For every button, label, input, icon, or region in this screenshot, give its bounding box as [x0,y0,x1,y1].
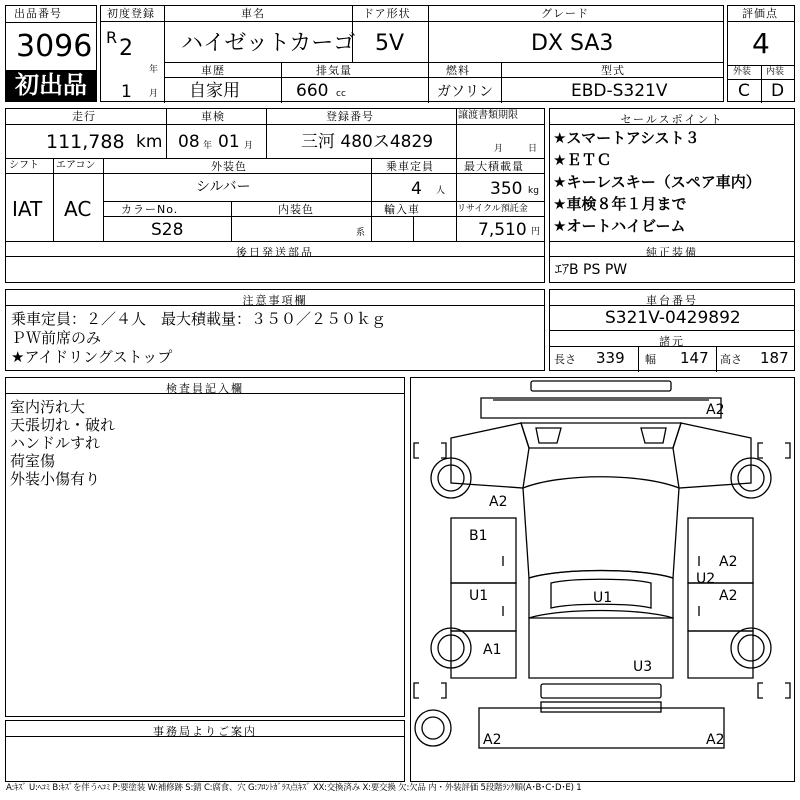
sales-point-3: ★キーレスキー（スペア車内） [553,173,761,191]
inspector-line-5: 外装小傷有り [10,470,101,488]
chassis-box [549,289,795,371]
length-value: 339 [596,349,625,367]
grade-label: グレード [541,7,589,20]
recycle-value: 7,510 [478,220,527,240]
shift-label: シフト [9,160,39,171]
first-listing-text: 初出品 [15,71,87,99]
inspection-year-unit: 年 [203,141,213,151]
history-label: 車歴 [201,64,225,77]
first-reg-era: R [106,28,118,47]
first-reg-year-unit: 年 [149,65,159,75]
sales-point-2: ★ＥＴＣ [553,151,612,169]
sales-point-5: ★オートハイビーム [553,217,686,235]
damage-mark: U1 [593,590,613,606]
car-name-value: ハイゼットカーゴ [181,31,356,56]
notes-line-3: ★アイドリングストップ [11,348,173,366]
length-label: 長さ [554,353,576,366]
first-reg-month-unit: 月 [149,89,159,99]
exterior-color-label: 外装色 [211,160,247,173]
damage-mark: A2 [489,494,508,510]
fuel-label: 燃料 [446,64,470,77]
transfer-label: 譲渡書類期限 [458,110,518,121]
first-reg-month: 1 [121,82,132,102]
damage-mark: B1 [469,528,488,544]
max-load-unit: kg [528,186,539,196]
office-label: 事務局よりご案内 [153,725,257,738]
capacity-label: 乗車定員 [386,160,434,173]
import-label: 輸入車 [384,203,420,216]
detail-box [5,108,545,283]
equipment-value: ｴｱB PS PW [555,262,628,278]
max-load-value: 350 [490,179,523,199]
inspector-line-2: 天張切れ・破れ [10,416,116,434]
shift-value: IAT [12,197,43,221]
chassis-value: S321V-0429892 [605,308,741,328]
capacity-value: 4 [411,179,422,199]
reg-no-value: 三河 480ス4829 [301,132,434,152]
fuel-value: ガソリン [437,84,493,100]
model-value: EBD-S321V [571,81,668,101]
height-value: 187 [760,349,789,367]
lot-box [5,5,97,102]
damage-mark: A2 [706,402,725,418]
sales-point-1: ★スマートアシスト３ [553,129,700,147]
mileage-unit: km [136,132,163,152]
inspector-line-1: 室内汚れ大 [10,398,86,416]
car-name-label: 車名 [241,7,265,20]
displacement-label: 排気量 [316,64,352,77]
damage-mark: U1 [469,588,489,604]
score-box [727,5,795,102]
width-value: 147 [680,349,709,367]
later-parts-label: 後日発送部品 [236,246,314,259]
inspector-line-4: 荷室傷 [10,452,56,470]
transfer-day-unit: 日 [528,144,538,154]
notes-line-2: ＰＷ前席のみ [11,329,102,347]
color-no-label: カラーNo. [121,203,179,216]
score-value: 4 [752,27,770,60]
history-value: 自家用 [189,81,240,101]
interior-score-label: 内装 [766,67,785,77]
inspector-label: 検査員記入欄 [166,382,244,395]
inspection-month-unit: 月 [244,141,254,151]
sales-points-box [549,108,795,283]
damage-mark: A2 [719,588,738,604]
transfer-month-unit: 月 [494,144,504,154]
door-value: 5V [375,31,405,56]
notes-line-1: 乗車定員：２／４人 最大積載量：３５０／２５０ｋｇ [11,310,387,328]
door-label: ドア形状 [363,7,411,20]
lot-number: 3096 [16,29,93,64]
recycle-unit: 円 [531,227,541,237]
exterior-color-value: シルバー [196,179,251,195]
capacity-unit: 人 [436,186,446,196]
height-label: 高さ [720,353,742,366]
notes-box [5,289,545,371]
inspection-month: 01 [218,132,240,152]
mileage-label: 走行 [72,110,96,123]
width-label: 幅 [645,353,656,366]
damage-mark: U2 [696,571,716,587]
interior-color-unit: 系 [356,228,366,238]
damage-mark: A2 [719,554,738,570]
inspector-line-3: ハンドルすれ [10,434,101,452]
lot-label: 出品番号 [14,7,62,20]
displacement-unit: cc [336,89,346,99]
mileage-value: 111,788 [46,131,125,153]
notes-label: 注意事項欄 [242,294,308,307]
exterior-score: C [738,81,750,101]
damage-mark: A1 [483,642,502,658]
sales-points-label: セールスポイント [620,113,724,126]
damage-mark: A2 [483,732,502,748]
sales-point-4: ★車検８年１月まで [553,195,687,213]
first-reg-label: 初度登録 [107,7,155,20]
color-no-value: S28 [151,220,184,240]
damage-mark: U3 [633,659,653,675]
recycle-label: リサイクル預託金 [457,204,528,214]
aircon-value: AC [64,197,92,221]
interior-color-label: 内装色 [278,203,314,216]
interior-score: D [771,81,785,101]
vehicle-header-box [100,5,724,102]
office-box [5,720,405,782]
max-load-label: 最大積載量 [464,160,524,173]
inspection-label: 車検 [201,110,225,123]
score-label: 評価点 [742,7,778,20]
first-reg-year: 2 [119,36,133,61]
damage-mark: A2 [706,732,725,748]
car-diagram [411,378,793,780]
aircon-label: エアコン [56,160,96,171]
car-diagram-box [410,377,795,782]
equipment-label: 純正装備 [646,246,698,259]
displacement-value: 660 [296,81,329,101]
legend-text: A:ｷｽﾞ U:ﾍｺﾐ B:ｷｽﾞを伴うﾍｺﾐ P:要塗装 W:補修跡 S:錆 C:腐食、穴 G:ﾌﾛﾝﾄｶﾞﾗｽ点ｷｽﾞ XX:交換済み X:要交換 欠:欠品 内・外装評価 5段階ﾗﾝｸ順(A･B･C･D･E) 1 [6,783,582,793]
specs-label: 諸元 [659,335,685,348]
inspection-year: 08 [178,132,200,152]
first-listing-badge [6,70,96,101]
model-label: 型式 [601,64,625,77]
exterior-score-label: 外装 [733,67,752,77]
reg-no-label: 登録番号 [326,110,374,123]
chassis-label: 車台番号 [646,294,698,307]
grade-value: DX SA3 [531,31,614,56]
inspector-box [5,377,405,717]
